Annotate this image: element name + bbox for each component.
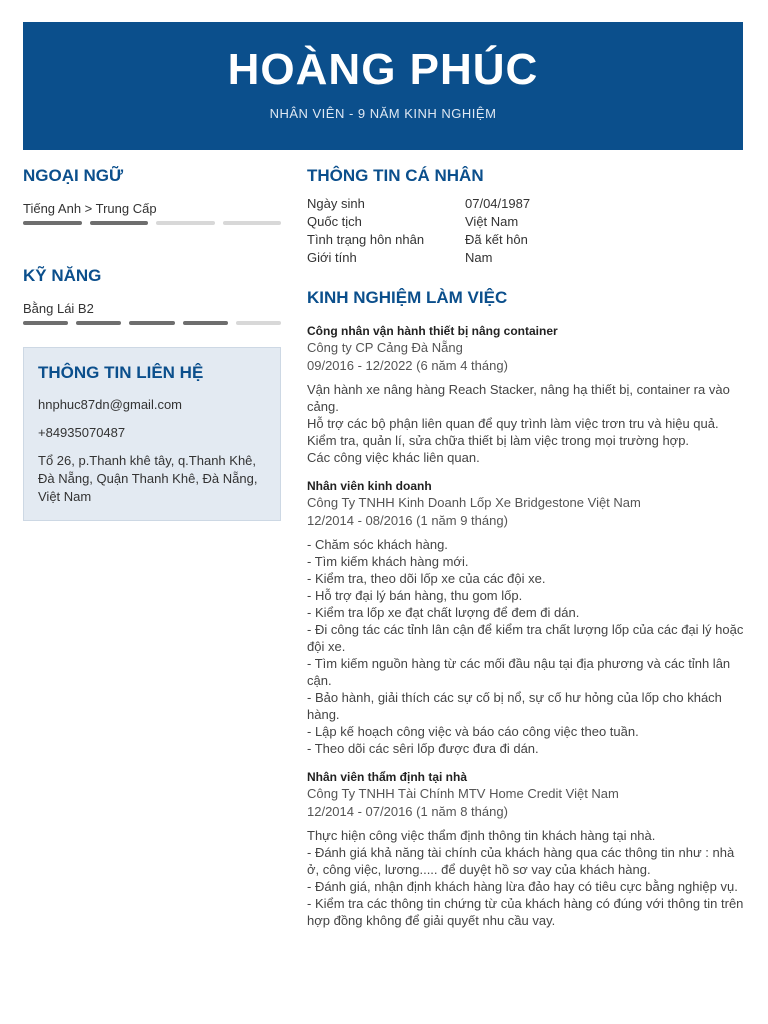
job-line: - Theo dõi các sêri lốp được đưa đi dán. (307, 741, 539, 756)
skills-title: KỸ NĂNG (23, 266, 102, 285)
job-line: - Lập kế hoạch công việc và báo cáo công việc theo tuần. (307, 724, 639, 739)
info-row (307, 231, 747, 249)
job-title: Nhân viên thẩm định tại nhà (307, 770, 468, 784)
job-period: 12/2014 - 08/2016 (1 năm 9 tháng) (307, 513, 508, 528)
left-column (23, 165, 281, 521)
language-level-bars (23, 221, 281, 225)
job-line: - Đánh giá khả năng tài chính của khách hàng qua các thông tin như : nhà ở, công việc, lương..... để duyệt hồ sơ vay của khách hàng. (307, 845, 735, 877)
job-entry (307, 769, 747, 929)
job-title: Công nhân vận hành thiết bị nâng container (307, 324, 558, 338)
languages-section (23, 165, 281, 225)
skills-section (23, 265, 281, 325)
contact-phone[interactable]: +84935070487 (38, 425, 126, 440)
contact-address: Tổ 26, p.Thanh khê tây, q.Thanh Khê, Đà Nẵng, Quận Thanh Khê, Đà Nẵng, Việt Nam (38, 453, 258, 504)
candidate-name: HOÀNG PHÚC (227, 45, 539, 94)
info-value: 07/04/1987 (465, 196, 531, 211)
info-key: Quốc tịch (307, 214, 362, 229)
candidate-subtitle: NHÂN VIÊN - 9 NĂM KINH NGHIỆM (269, 106, 497, 121)
resume-header (23, 22, 743, 150)
job-line: - Kiểm tra các thông tin chứng từ của khách hàng có đúng với thông tin trên hợp đồng không để giải quyết nhu cầu vay. (307, 896, 744, 928)
personal-table (307, 195, 747, 267)
job-description (307, 536, 747, 757)
info-row (307, 249, 747, 267)
job-line: Vận hành xe nâng hàng Reach Stacker, nâng hạ thiết bị, container ra vào cảng. (307, 382, 730, 414)
skill-label: Bằng Lái B2 (23, 301, 94, 316)
info-key: Ngày sinh (307, 196, 365, 211)
level-bar (236, 321, 281, 325)
level-bar (76, 321, 121, 325)
level-bar (183, 321, 228, 325)
experience-title: KINH NGHIỆM LÀM VIỆC (307, 288, 508, 307)
job-entry (307, 478, 747, 757)
right-column (307, 165, 747, 929)
personal-title: THÔNG TIN CÁ NHÂN (307, 166, 484, 185)
contact-title: THÔNG TIN LIÊN HỆ (38, 363, 204, 382)
job-line: - Chăm sóc khách hàng. (307, 537, 448, 552)
job-line: - Tìm kiếm khách hàng mới. (307, 554, 469, 569)
level-bar (23, 321, 68, 325)
job-line: - Kiểm tra lốp xe đạt chất lượng để đem đi dán. (307, 605, 580, 620)
level-bar (23, 221, 82, 225)
info-row (307, 213, 747, 231)
job-line: Hỗ trợ các bộ phận liên quan để quy trình làm việc trơn tru và hiệu quả. (307, 416, 719, 431)
job-company: Công Ty TNHH Tài Chính MTV Home Credit Việt Nam (307, 786, 619, 801)
job-line: - Đi công tác các tỉnh lân cận để kiểm tra chất lượng lốp của các đại lý hoặc đội xe. (307, 622, 744, 654)
job-company: Công Ty TNHH Kinh Doanh Lốp Xe Bridgestone Việt Nam (307, 495, 641, 510)
job-title: Nhân viên kinh doanh (307, 479, 432, 493)
job-line: - Bảo hành, giải thích các sự cố bị nổ, sự cố hư hỏng của lốp cho khách hàng. (307, 690, 722, 722)
contact-box (23, 347, 281, 521)
info-value: Đã kết hôn (465, 232, 528, 247)
job-line: - Đánh giá, nhận định khách hàng lừa đảo hay có tiêu cực bằng nghiệp vụ. (307, 879, 738, 894)
level-bar (223, 221, 282, 225)
languages-title: NGOẠI NGỮ (23, 166, 124, 185)
skill-level-bars (23, 321, 281, 325)
job-line: - Hỗ trợ đại lý bán hàng, thu gom lốp. (307, 588, 523, 603)
job-entry (307, 323, 747, 466)
personal-section (307, 165, 747, 267)
info-row (307, 195, 747, 213)
job-line: Thực hiện công việc thẩm định thông tin khách hàng tại nhà. (307, 828, 656, 843)
job-line: Kiểm tra, quản lí, sửa chữa thiết bị làm việc trong mọi trường hợp. (307, 433, 690, 448)
job-line: Các công việc khác liên quan. (307, 450, 480, 465)
info-value: Việt Nam (465, 214, 519, 229)
info-key: Tình trạng hôn nhân (307, 232, 425, 247)
job-period: 09/2016 - 12/2022 (6 năm 4 tháng) (307, 358, 508, 373)
experience-section (307, 287, 747, 929)
job-description (307, 827, 747, 929)
job-description (307, 381, 747, 466)
job-company: Công ty CP Cảng Đà Nẵng (307, 340, 463, 355)
level-bar (90, 221, 149, 225)
job-period: 12/2014 - 07/2016 (1 năm 8 tháng) (307, 804, 508, 819)
level-bar (156, 221, 215, 225)
language-label: Tiếng Anh > Trung Cấp (23, 201, 157, 216)
info-key: Giới tính (307, 250, 357, 265)
level-bar (129, 321, 174, 325)
info-value: Nam (465, 250, 493, 265)
contact-email[interactable]: hnphuc87dn@gmail.com (38, 397, 183, 412)
job-line: - Kiểm tra, theo dõi lốp xe của các đội xe. (307, 571, 546, 586)
job-line: - Tìm kiếm nguồn hàng từ các mối đầu nậu tại địa phương và các tỉnh lân cận. (307, 656, 731, 688)
